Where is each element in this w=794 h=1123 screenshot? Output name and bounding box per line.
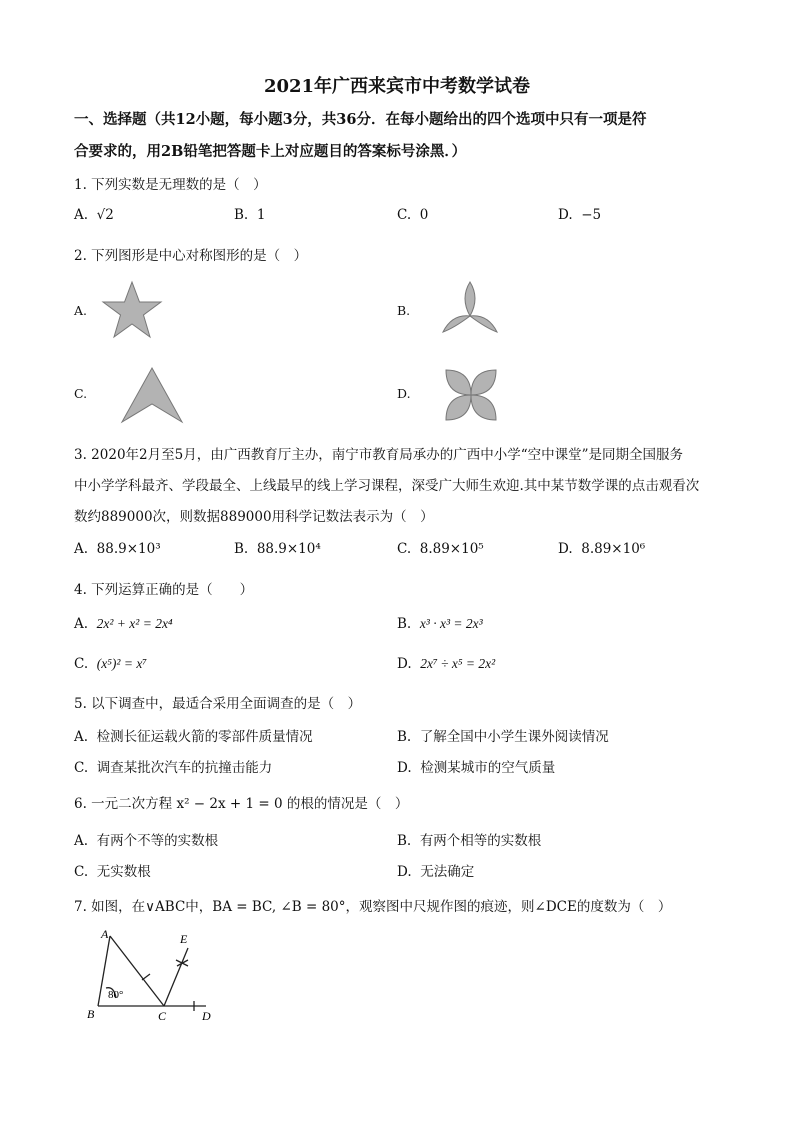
- section-heading-line2: 合要求的，用2B铅笔把答题卡上对应题目的答案标号涂黑．）: [74, 143, 467, 160]
- question-2-stem: 2. 下列图形是中心对称图形的是（ ）: [74, 248, 308, 264]
- angle-b-label: 80°: [108, 989, 124, 1001]
- q5-option-b: B. 了解全国中小学生课外阅读情况: [397, 729, 609, 745]
- question-3-line3: 数约889000次，则数据889000用科学记数法表示为（ ）: [74, 509, 434, 525]
- q3-option-b: B. 88.9×10⁴: [234, 541, 321, 557]
- q4-option-b: B. x³ · x³ = 2x³: [397, 616, 483, 632]
- page-title: 2021年广西来宾市中考数学试卷: [263, 76, 531, 97]
- q1-option-b: B. 1: [234, 207, 266, 223]
- q2-label-d: D.: [397, 386, 411, 401]
- q1-option-a: A. √2: [74, 207, 114, 223]
- three-petal-icon: [440, 280, 500, 340]
- triangle-construction-figure: [84, 926, 224, 1024]
- q5-option-d: D. 检测某城市的空气质量: [397, 760, 556, 776]
- q6-option-d: D. 无法确定: [397, 864, 475, 880]
- vertex-d-label: D: [202, 1009, 211, 1023]
- question-7-stem: 7. 如图，在∨ABC中，BA = BC, ∠B = 80°，观察图中尺规作图的痕迹，则∠DCE的度数为（ ）: [74, 899, 672, 915]
- q3-option-d: D. 8.89×10⁶: [558, 541, 646, 557]
- q6-option-c: C. 无实数根: [74, 864, 151, 880]
- arrowhead-icon: [118, 366, 186, 426]
- question-4-stem: 4. 下列运算正确的是（ ）: [74, 582, 254, 598]
- question-6-stem: 6. 一元二次方程 x² − 2x + 1 = 0 的根的情况是（ ）: [74, 796, 409, 812]
- vertex-b-label: B: [87, 1007, 95, 1021]
- question-3-line1: 3. 2020年2月至5月，由广西教育厅主办，南宁市教育局承办的广西中小学“空中课堂”是同期全国服务: [74, 447, 684, 463]
- q2-label-b: B.: [397, 303, 411, 318]
- q5-option-a: A. 检测长征运载火箭的零部件质量情况: [74, 729, 313, 745]
- four-petal-icon: [440, 364, 502, 426]
- q3-option-c: C. 8.89×10⁵: [397, 541, 484, 557]
- q2-label-a: A.: [74, 303, 88, 318]
- q2-label-c: C.: [74, 386, 88, 401]
- question-1-stem: 1. 下列实数是无理数的是（ ）: [74, 177, 267, 193]
- star-icon: [100, 280, 164, 342]
- q1-option-d: D. −5: [558, 207, 602, 223]
- q6-option-b: B. 有两个相等的实数根: [397, 833, 542, 849]
- q5-option-c: C. 调查某批次汽车的抗撞击能力: [74, 760, 273, 776]
- q4-option-c: C. (x⁵)² = x⁷: [74, 656, 148, 672]
- vertex-e-label: E: [180, 932, 188, 946]
- section-heading-line1: 一、选择题（共12小题，每小题3分，共36分．在每小题给出的四个选项中只有一项是符: [74, 111, 647, 128]
- vertex-c-label: C: [158, 1009, 167, 1023]
- vertex-a-label: A: [101, 927, 109, 941]
- q6-option-a: A. 有两个不等的实数根: [74, 833, 219, 849]
- question-3-line2: 中小学学科最齐、学段最全、上线最早的线上学习课程，深受广大师生欢迎.其中某节数学课的点击观看次: [74, 478, 700, 494]
- q4-option-d: D. 2x⁷ ÷ x⁵ = 2x²: [397, 656, 496, 672]
- q4-option-a: A. 2x² + x² = 2x⁴: [74, 616, 173, 632]
- q1-option-c: C. 0: [397, 207, 429, 223]
- q3-option-a: A. 88.9×10³: [74, 541, 161, 557]
- question-5-stem: 5. 以下调查中，最适合采用全面调查的是（ ）: [74, 696, 362, 712]
